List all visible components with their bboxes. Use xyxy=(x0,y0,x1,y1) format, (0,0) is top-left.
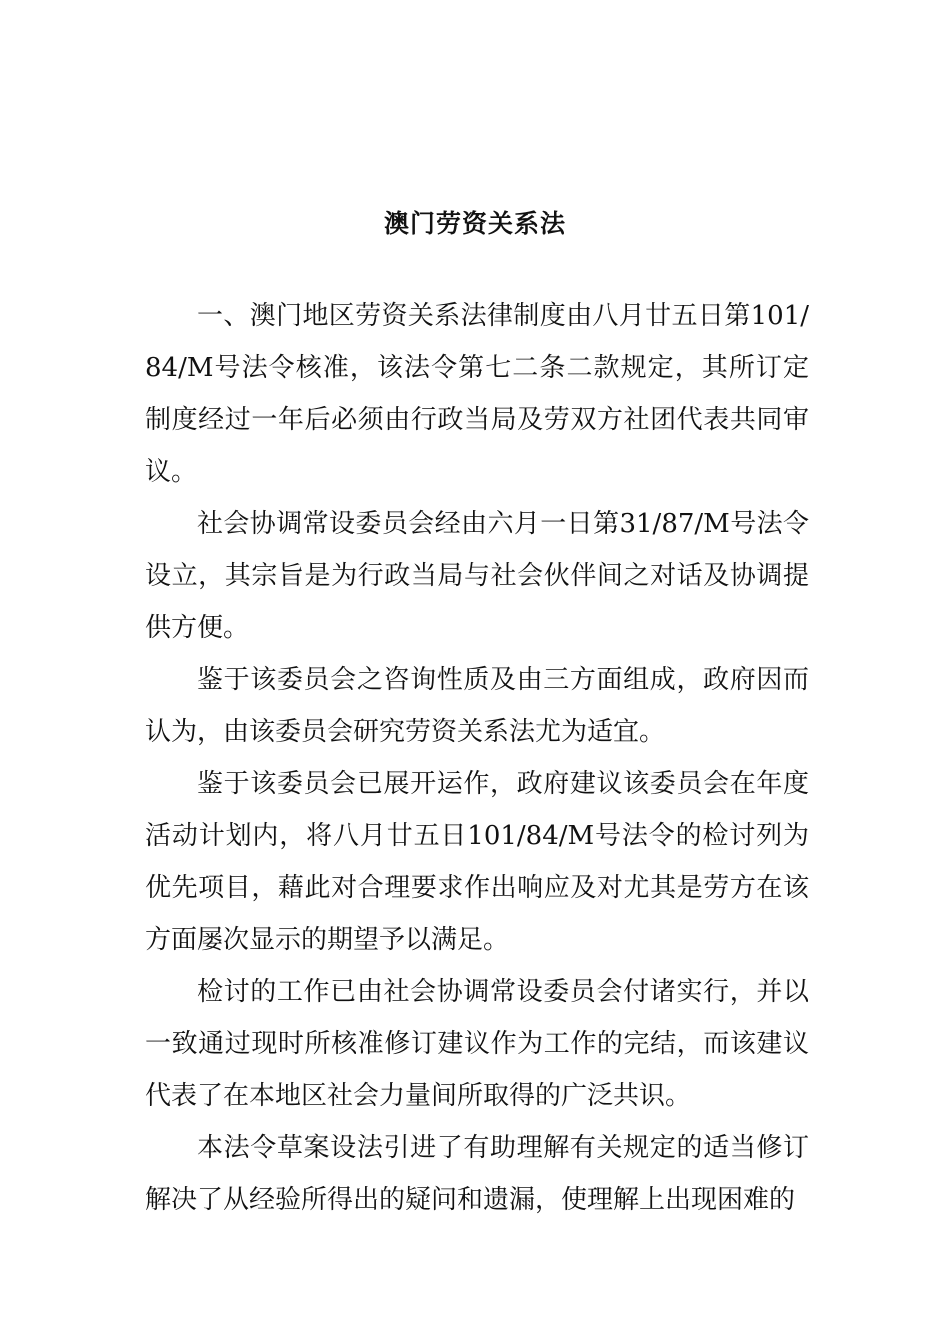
paragraph-3: 鉴于该委员会之咨询性质及由三方面组成，政府因而认为，由该委员会研究劳资关系法尤为适宜。 xyxy=(145,665,809,747)
paragraph-2: 社会协调常设委员会经由六月一日第31/87/M号法令设立，其宗旨是为行政当局与社会伙伴间之对话及协调提供方便。 xyxy=(145,509,809,643)
paragraph-6: 本法令草案设法引进了有助理解有关规定的适当修订解决了从经验所得出的疑问和遗漏，使理解上出现困难的 xyxy=(145,1133,809,1215)
paragraph-5: 检讨的工作已由社会协调常设委员会付诸实行，并以一致通过现时所核准修订建议作为工作的完结，而该建议代表了在本地区社会力量间所取得的广泛共识。 xyxy=(145,977,809,1111)
document-title: 澳门劳资关系法 xyxy=(383,208,566,238)
paragraph-1: 一、澳门地区劳资关系法律制度由八月廿五日第101/84/M号法令核准，该法令第七二条二款规定，其所订定制度经过一年后必须由行政当局及劳双方社团代表共同审议。 xyxy=(145,301,809,487)
document-body xyxy=(145,290,809,1226)
paragraph-4: 鉴于该委员会已展开运作，政府建议该委员会在年度活动计划内，将八月廿五日101/84/M号法令的检讨列为优先项目，藉此对合理要求作出响应及对尤其是劳方在该方面屡次显示的期望予以满足。 xyxy=(145,769,809,955)
